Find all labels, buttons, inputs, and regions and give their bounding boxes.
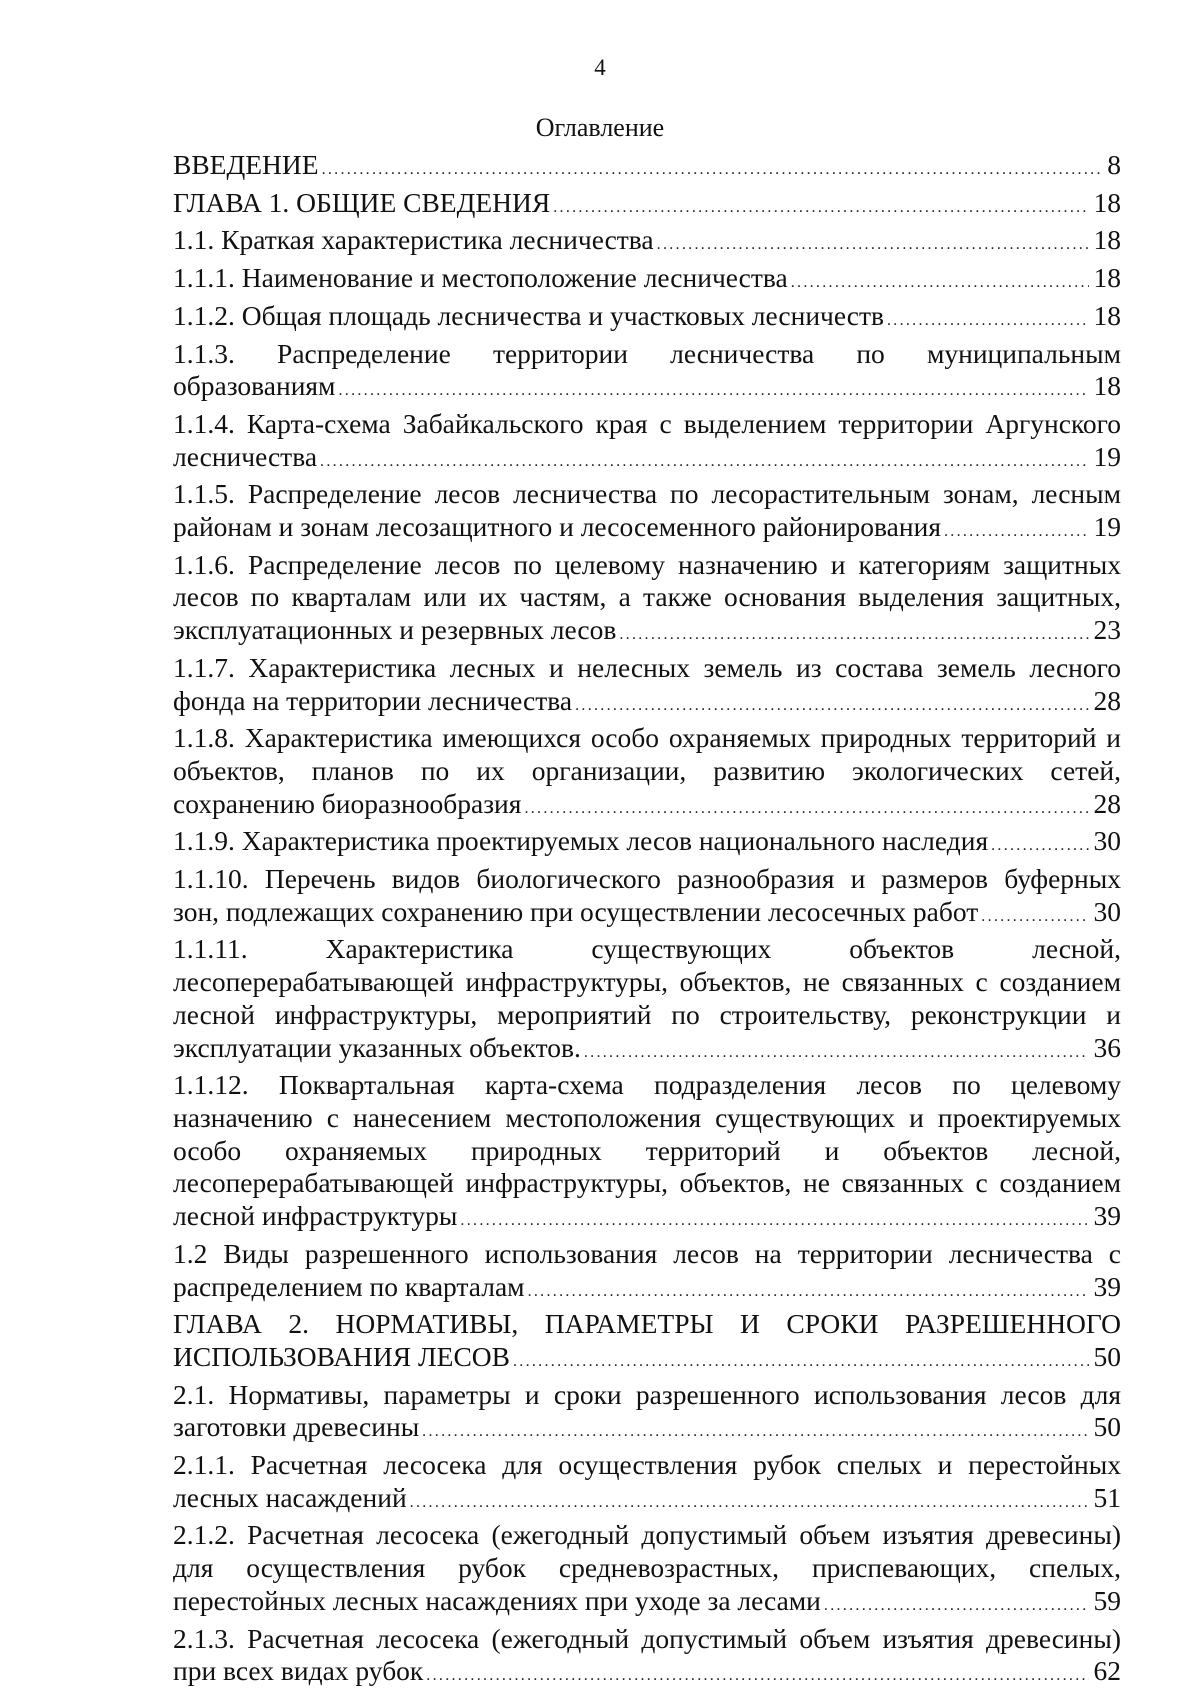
toc-entry[interactable] bbox=[173, 149, 1121, 187]
dot-leader bbox=[460, 1205, 1088, 1238]
toc-entry-line bbox=[173, 1341, 1121, 1379]
toc-entry-text: 1.1.4. Карта-схема Забайкальского края с выделением территории Аргунского bbox=[173, 407, 1121, 439]
toc-entry-title: фонда на территории лесничества bbox=[173, 684, 573, 716]
toc-entry-line bbox=[173, 1271, 1121, 1309]
toc-page-number: 30 bbox=[1093, 825, 1121, 857]
toc-entry[interactable] bbox=[173, 1379, 1121, 1449]
toc-entry-title: при всех видах рубок bbox=[173, 1655, 424, 1687]
toc-entry-line bbox=[173, 1482, 1121, 1520]
toc-entry[interactable] bbox=[173, 1519, 1121, 1622]
dot-leader bbox=[981, 901, 1088, 934]
toc-entry-text: 1.1.7. Характеристика лесных и нелесных земель из состава земель лесного bbox=[173, 651, 1121, 683]
toc-entry[interactable] bbox=[173, 1449, 1121, 1519]
toc-entry[interactable] bbox=[173, 722, 1121, 825]
toc-page-number: 18 bbox=[1093, 299, 1121, 331]
toc-page-number: 50 bbox=[1093, 1411, 1121, 1443]
toc-entry[interactable] bbox=[173, 408, 1121, 478]
toc-entry-title: лесной инфраструктуры bbox=[173, 1200, 458, 1232]
toc-page-number: 19 bbox=[1093, 440, 1121, 472]
dot-leader bbox=[584, 1037, 1089, 1070]
toc-entry-title: сохранению биоразнообразия bbox=[173, 787, 522, 819]
toc-entry-line bbox=[173, 1200, 1121, 1238]
toc-page-number: 59 bbox=[1093, 1584, 1121, 1616]
dot-leader bbox=[824, 1590, 1089, 1623]
toc-entry-title: перестойных лесных насаждениях при уходе за лесами bbox=[173, 1584, 821, 1616]
toc-entry-line bbox=[173, 370, 1121, 408]
toc-page-number: 51 bbox=[1093, 1481, 1121, 1513]
dot-leader bbox=[657, 229, 1089, 262]
toc-entry-line bbox=[173, 1411, 1121, 1449]
toc-page-number: 39 bbox=[1093, 1270, 1121, 1302]
toc-entry-title: эксплуатации указанных объектов. bbox=[173, 1031, 581, 1063]
toc-entry-title: ВВЕДЕНИЕ bbox=[173, 149, 319, 180]
dot-leader bbox=[320, 446, 1088, 479]
dot-leader bbox=[410, 1487, 1089, 1520]
toc-entry-line bbox=[173, 224, 1121, 262]
toc-entry-title: образованиям bbox=[173, 370, 336, 402]
toc-entry-line bbox=[173, 825, 1121, 863]
toc-entry-line bbox=[173, 685, 1121, 723]
toc-entry[interactable] bbox=[173, 262, 1121, 300]
toc-entry-title: лесных насаждений bbox=[173, 1481, 407, 1513]
toc-entry[interactable] bbox=[173, 224, 1121, 262]
toc-page-number: 28 bbox=[1093, 787, 1121, 819]
dot-leader bbox=[338, 375, 1088, 408]
toc-entry-text: 1.2 Виды разрешенного использования лесов на территории лесничества с bbox=[173, 1237, 1121, 1269]
toc-entry[interactable] bbox=[173, 478, 1121, 548]
toc-entry-text: 1.1.5. Распределение лесов лесничества по лесорастительным зонам, лесным bbox=[173, 478, 1121, 510]
toc-entry-text: 1.1.12. Поквартальная карта-схема подразделения лесов по целевому назначению с нанесением местоположения существующих и проектируемых особо охраняемых природных территорий и объектов лесной, лесоперерабатывающей инфраструктуры, объектов, не связанных с созданием bbox=[173, 1069, 1121, 1199]
toc-entry-line bbox=[173, 896, 1121, 934]
toc-entry-line bbox=[173, 1032, 1121, 1070]
page-number: 4 bbox=[594, 55, 606, 80]
toc-page-number: 28 bbox=[1093, 684, 1121, 716]
toc-page-number: 36 bbox=[1093, 1031, 1121, 1063]
toc-page-number: 18 bbox=[1093, 186, 1121, 218]
toc-entry-title: 1.1.1. Наименование и местоположение лесничества bbox=[173, 262, 788, 294]
toc-page-number: 23 bbox=[1093, 614, 1121, 646]
toc-entry-title: ГЛАВА 1. ОБЩИЕ СВЕДЕНИЯ bbox=[173, 186, 551, 218]
dot-leader bbox=[426, 1660, 1088, 1693]
toc-entry[interactable] bbox=[173, 1623, 1121, 1693]
toc-entry[interactable] bbox=[173, 338, 1121, 408]
toc-entry-text: 2.1.2. Расчетная лесосека (ежегодный допустимый объем изъятия древесины) для осуществления рубок средневозрастных, приспевающих, спелых, bbox=[173, 1519, 1121, 1584]
dot-leader bbox=[575, 690, 1088, 723]
toc-entry-title: лесничества bbox=[173, 440, 318, 472]
toc-page-number: 18 bbox=[1093, 224, 1121, 256]
dot-leader bbox=[553, 192, 1088, 225]
dot-leader bbox=[887, 305, 1089, 338]
toc-entry[interactable] bbox=[173, 300, 1121, 338]
toc-page-number: 8 bbox=[1107, 149, 1121, 180]
toc-entry[interactable] bbox=[173, 549, 1121, 652]
toc-entry[interactable] bbox=[173, 187, 1121, 225]
toc-entry-title: ИСПОЛЬЗОВАНИЯ ЛЕСОВ bbox=[173, 1340, 510, 1372]
dot-leader bbox=[322, 154, 1103, 187]
toc-entry[interactable] bbox=[173, 933, 1121, 1069]
toc-entry-title: 1.1.2. Общая площадь лесничества и участковых лесничеств bbox=[173, 299, 884, 331]
toc-entry-text: 1.1.8. Характеристика имеющихся особо охраняемых природных территорий и объектов, планов по их организации, развитию экологических сетей, bbox=[173, 722, 1121, 786]
toc-page-number: 18 bbox=[1093, 262, 1121, 294]
toc-entry-text: 2.1.1. Расчетная лесосека для осуществления рубок спелых и перестойных bbox=[173, 1449, 1121, 1481]
toc-entry-title: распределением по кварталам bbox=[173, 1270, 525, 1302]
toc-entry-line bbox=[173, 300, 1121, 338]
toc-entry-line bbox=[173, 1655, 1121, 1693]
toc-entry-line bbox=[173, 614, 1121, 652]
dot-leader bbox=[524, 793, 1088, 826]
toc-entry-title: заготовки древесины bbox=[173, 1411, 420, 1443]
toc-entry-text: 2.1.3. Расчетная лесосека (ежегодный допустимый объем изъятия древесины) bbox=[173, 1622, 1121, 1654]
toc-entry[interactable] bbox=[173, 1308, 1121, 1378]
dot-leader bbox=[513, 1346, 1089, 1379]
toc-entry-line bbox=[173, 187, 1121, 225]
toc-entry[interactable] bbox=[173, 825, 1121, 863]
dot-leader bbox=[944, 516, 1089, 549]
toc-page-number: 18 bbox=[1093, 370, 1121, 402]
toc-entry-text: 2.1. Нормативы, параметры и сроки разрешенного использования лесов для bbox=[173, 1378, 1121, 1410]
toc-entry-line bbox=[173, 1585, 1121, 1623]
toc-page-number: 50 bbox=[1093, 1340, 1121, 1372]
toc-page-number: 62 bbox=[1093, 1655, 1121, 1687]
dot-leader bbox=[619, 619, 1088, 652]
toc-entry-text: 1.1.10. Перечень видов биологического разнообразия и размеров буферных bbox=[173, 863, 1121, 895]
toc-entry[interactable] bbox=[173, 863, 1121, 933]
toc-entry-title: 1.1. Краткая характеристика лесничества bbox=[173, 224, 654, 256]
toc-entry-title: 1.1.9. Характеристика проектируемых лесов национального наследия bbox=[173, 825, 989, 857]
toc-entry[interactable] bbox=[173, 1069, 1121, 1238]
dot-leader bbox=[528, 1276, 1089, 1309]
toc-entry-title: зон, подлежащих сохранению при осуществлении лесосечных работ bbox=[173, 895, 979, 927]
toc-title: Оглавление bbox=[535, 113, 665, 142]
toc-entry-title: эксплуатационных и резервных лесов bbox=[173, 614, 617, 646]
toc-entry-line bbox=[173, 788, 1121, 826]
dot-leader bbox=[422, 1416, 1088, 1449]
toc-page-number: 30 bbox=[1093, 895, 1121, 927]
toc-entry[interactable] bbox=[173, 1238, 1121, 1308]
toc-entry-line bbox=[173, 149, 1121, 187]
toc-entry-text: 1.1.6. Распределение лесов по целевому назначению и категориям защитных лесов по кварталам или их частям, а также основания выделения защитных, bbox=[173, 548, 1121, 613]
dot-leader bbox=[791, 267, 1089, 300]
toc-entry-line bbox=[173, 511, 1121, 549]
toc-page-number: 39 bbox=[1093, 1200, 1121, 1232]
toc-entry-text: 1.1.11. Характеристика существующих объектов лесной, лесоперерабатывающей инфраструктуры, объектов, не связанных с созданием лесной инфраструктуры, мероприятий по строительству, реконструкции и bbox=[173, 933, 1121, 1030]
toc-entry-title: районам и зонам лесозащитного и лесосеменного районирования bbox=[173, 511, 941, 543]
toc-entry-line bbox=[173, 262, 1121, 300]
toc-entry[interactable] bbox=[173, 652, 1121, 722]
table-of-contents bbox=[173, 149, 1121, 1693]
dot-leader bbox=[991, 830, 1088, 863]
toc-entry-line bbox=[173, 441, 1121, 479]
toc-entry-text: 1.1.3. Распределение территории лесничества по муниципальным bbox=[173, 337, 1121, 369]
toc-page-number: 19 bbox=[1093, 511, 1121, 543]
toc-entry-text: ГЛАВА 2. НОРМАТИВЫ, ПАРАМЕТРЫ И СРОКИ РАЗРЕШЕННОГО bbox=[173, 1308, 1121, 1340]
